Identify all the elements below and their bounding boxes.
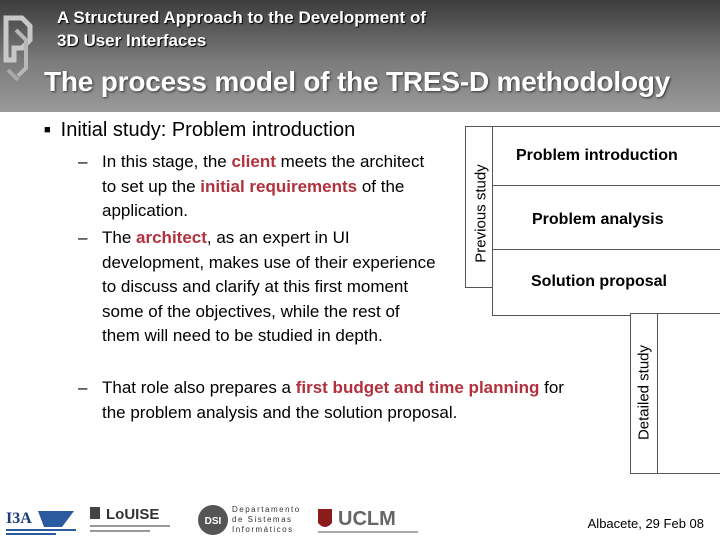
uclm-logo — [314, 503, 424, 537]
body-text: In this stage, the — [102, 152, 232, 171]
uclm-logo-icon — [314, 503, 424, 537]
dsi-logo-text: DSI — [204, 516, 222, 527]
i3a-logo — [4, 503, 80, 537]
departamento-logo — [232, 503, 310, 537]
main-bullet-text: Initial study: Problem introduction — [60, 119, 356, 141]
dsi-logo-icon — [196, 503, 230, 537]
presentation-title — [57, 6, 557, 52]
footer-date: Albacete, 29 Feb 08 — [587, 516, 704, 531]
dsi-logo — [196, 503, 230, 537]
louise-logo — [88, 503, 176, 537]
body-text: meets the architect to set up the — [102, 152, 425, 196]
dash-icon: – — [78, 378, 88, 397]
highlighted-text: architect — [136, 228, 207, 247]
louise-logo-text: LoUISE — [106, 506, 160, 523]
uclm-logo-text: UCLM — [338, 508, 396, 530]
previous-study-label: Previous study — [472, 164, 490, 263]
header-banner — [0, 0, 720, 112]
stage-problem-analysis: Problem analysis — [532, 211, 664, 228]
highlighted-text: initial requirements — [200, 176, 358, 196]
dash-icon: – — [78, 228, 88, 247]
dash-icon: – — [78, 152, 88, 171]
detailed-study-label: Detailed study — [635, 344, 653, 441]
departamento-logo-text: Departamento de Sistemas Informáticos — [232, 505, 301, 534]
i3a-logo-text: I3A — [6, 510, 32, 527]
stage-solution-proposal: Solution proposal — [531, 273, 667, 290]
body-text: , as an expert in UI development, makes use of their experience to discuss and clarify at this first moment some of the objectives, while the rest of them will need to be studied in depth. — [102, 228, 436, 345]
presentation-title-line1: A Structured Approach to the Development of — [57, 8, 426, 27]
sub-item-1 — [78, 150, 442, 224]
highlighted-text: client — [231, 152, 276, 171]
slide-title: The process model of the TRES-D methodology — [44, 66, 671, 97]
detailed-study-box — [657, 313, 720, 474]
body-text: of the application. — [102, 176, 405, 220]
body-text: That role also prepares a — [102, 378, 296, 397]
sub-item-2 — [78, 226, 442, 349]
louise-logo-icon — [88, 503, 176, 537]
highlighted-text: first budget and time planning — [295, 378, 540, 397]
footer-logos — [0, 497, 560, 540]
body-text: The — [102, 228, 137, 247]
body-text: for the problem analysis and the solution proposal. — [102, 378, 564, 422]
bullet-square-icon: ■ — [44, 124, 51, 136]
i3a-logo-icon — [4, 503, 80, 537]
stage-problem-introduction: Problem introduction — [516, 147, 678, 164]
main-bullet — [44, 119, 355, 142]
sub-item-3 — [78, 376, 572, 425]
presentation-title-line2: 3D User Interfaces — [57, 31, 207, 50]
